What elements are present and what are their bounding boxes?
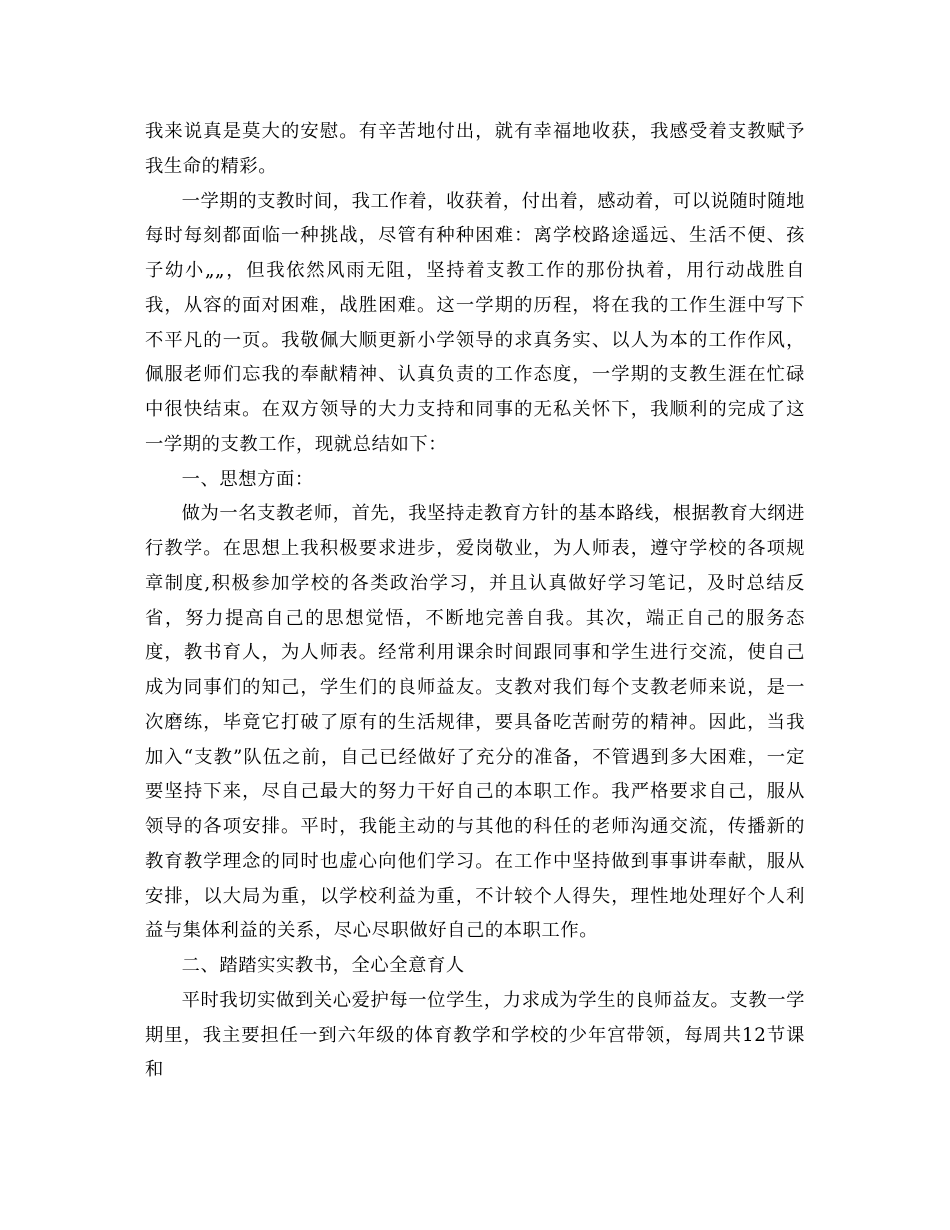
paragraph-teaching: 平时我切实做到关心爱护每一位学生，力求成为学生的良师益友。支教一学期里，我主要担任一到六年级的体育教学和学校的少年宫带领，每周共12节课和 <box>145 989 805 1081</box>
paragraph-continuation: 我来说真是莫大的安慰。有辛苦地付出，就有幸福地收获，我感受着支教赋予我生命的精彩。 <box>145 121 805 177</box>
paragraph-thought: 做为一名支教老师，首先，我坚持走教育方针的基本路线，根据教育大纲进行教学。在思想上我积极要求进步，爱岗敬业，为人师表，遵守学校的各项规章制度,积极参加学校的各类政治学习，并且认真做好学习笔记，及时总结反省，努力提高自己的思想觉悟，不断地完善自我。其次，端正自己的服务态度，教书育人，为人师表。经常利用课余时间跟同事和学生进行交流，使自己成为同事们的知己，学生们的良师益友。支教对我们每个支教老师来说，是一次磨练，毕竟它打破了原有的生活规律，要具备吃苦耐劳的精神。因此，当我加入“支教”队伍之前，自己已经做好了充分的准备，不管遇到多大困难，一定要坚持下来，尽自己最大的努力干好自己的本职工作。我严格要求自己，服从领导的各项安排。平时，我能主动的与其他的科任的老师沟通交流，传播新的教育教学理念的同时也虚心向他们学习。在工作中坚持做到事事讲奉献，服从安排，以大局为重，以学校利益为重，不计较个人得失，理性地处理好个人利益与集体利益的关系，尽心尽职做好自己的本职工作。 <box>145 503 805 942</box>
paragraph-semester-summary: 一学期的支教时间，我工作着，收获着，付出着，感动着，可以说随时随地每时每刻都面临一种挑战，尽管有种种困难：离学校路途遥远、生活不便、孩子幼小„„，但我依然风雨无阻，坚持着支教工作的那份执着，用行动战胜自我，从容的面对困难，战胜困难。这一学期的历程，将在我的工作生涯中写下不平凡的一页。我敬佩大顺更新小学领导的求真务实、以人为本的工作作风，佩服老师们忘我的奉献精神、认真负责的工作态度，一学期的支教生涯在忙碌中很快结束。在双方领导的大力支持和同事的无私关怀下，我顺利的完成了这一学期的支教工作，现就总结如下： <box>145 190 805 455</box>
document-body <box>145 115 805 1088</box>
section-heading-teaching: 二、踏踏实实教书，全心全意育人 <box>181 955 465 976</box>
section-heading-thought: 一、思想方面： <box>181 468 314 490</box>
